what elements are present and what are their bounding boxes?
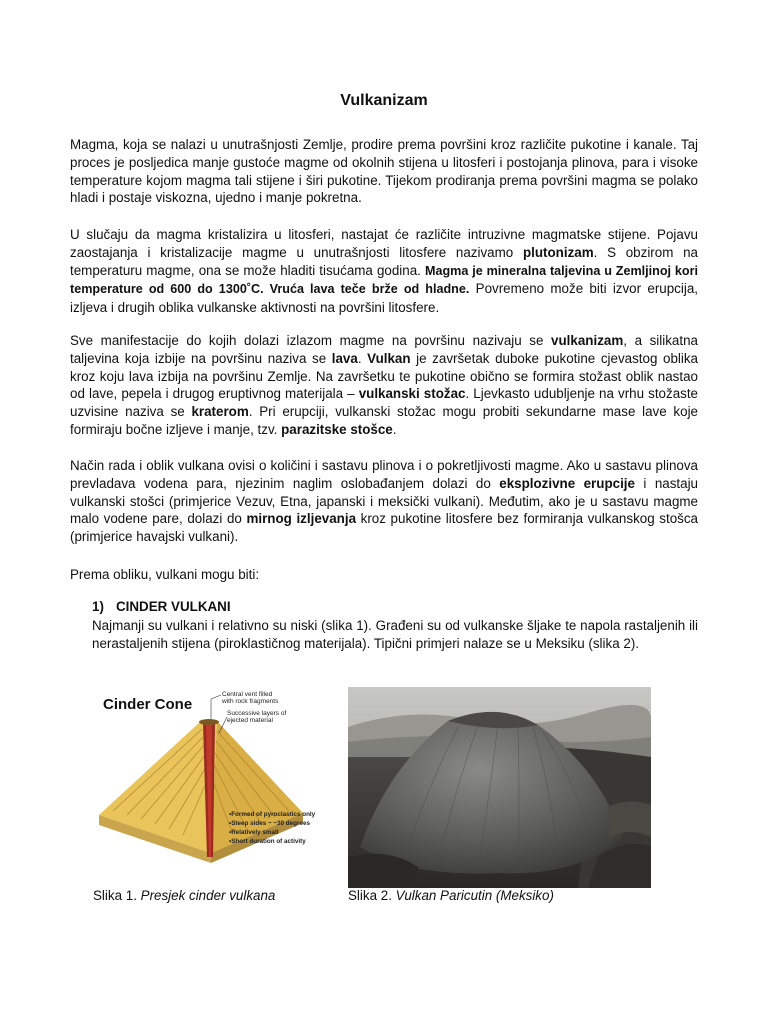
label-central-vent: Central vent filled [222,691,273,698]
term-vulkanizam: vulkanizam [551,333,624,348]
bullet-2: •Steep sides ~ ~30 degrees [229,820,310,827]
term-eksplozivne-erupcije: eksplozivne erupcije [499,475,635,491]
diagram-heading: Cinder Cone [103,696,193,713]
label-successive-layers-2: ejected material [227,717,273,724]
text: . Ljevkasto udubljenje na vrhu stožaste uzvisine naziva se [70,386,699,420]
paragraph-list-intro: Prema obliku, vulkani mogu biti: [70,567,260,582]
bullet-4: •Short duration of activity [229,838,306,845]
term-krater: kraterom [191,404,249,420]
text: . Pri erupciji, vulkanski stožac mogu probiti sekundarne mase lave koje formiraju bočne izljeve i manje, tzv. [70,404,698,437]
term-vulkanski-stozac: vulkanski stožac [358,386,466,402]
section-heading-cinder [92,599,231,614]
text: kroz pukotine litosfere bez formiranja vulkanskog stošca (primjerice havajski vulkani). [70,511,698,545]
term-lava: lava [331,350,358,366]
caption-prefix: Slika 2. [348,888,396,903]
cinder-cone-illustration [93,685,318,867]
term-parazitski-stosci: parazitske stošce [281,421,393,437]
figure-paricutin-photo [348,687,651,888]
caption-italic: Vulkan Paricutin (Meksiko) [395,888,554,903]
text: . [357,350,368,366]
text: Povremeno može biti izvor erupcija, izljeva i drugih oblika vulkanske aktivnosti na površini litosfere. [70,281,698,316]
label-central-vent-2: with rock fragments [222,698,279,705]
text: U slučaju da magma kristalizira u litosferi, nastajat će različite intruzivne magmatske stijene. Pojavu zaostajanja i kristalizacije magme u unutrašnjosti litosfere nazivamo [70,227,698,260]
paragraph-vulkanizam [70,332,698,439]
caption-figure-1 [93,888,275,903]
paragraph-eruption-types [70,457,698,546]
section-number: 1) [92,599,104,614]
volcano-photo-illustration [348,687,651,888]
bullet-1: •Formed of pyroclastics only [229,811,316,818]
caption-prefix: Slika 1. [93,888,141,903]
paragraph-cinder: Najmanji su vulkani i relativno su niski (slika 1). Građeni su od vulkanske šljake te napola rastaljenih ili nerastaljenih stijena (piroklastičnog materijala). Tipični primjeri nalaze se u Meksiku (slika 2). [92,618,698,651]
paragraph-intro: Magma, koja se nalazi u unutrašnjosti Zemlje, prodire prema površini kroz različite pukotine i kanale. Taj proces je posljedica manje gustoće magme od okolnih stijena u litosferi i postojanja plinova, para i visoke temperature kojom magma tali stijene i širi pukotine. Tijekom prodiranja prema površini magma se polako hladi i postaje viskozna, ujedno i manje pokretna. [70,137,698,206]
page-title: Vulkanizam [340,92,428,109]
text: Način rada i oblik vulkana ovisi o količini i sastavu plinova i o pokretljivosti magme. Ako u sastavu plinova prevladava vodena para, njezinim naglim oslobađanjem dolazi do [70,458,698,491]
magma-definition: Magma je mineralna taljevina u Zemljinoj kori temperature od 600 do 1300˚C. Vruća lava teče brže od hladne. [70,263,698,297]
term-mirno-izljevanje: mirnog izljevanja [246,511,357,527]
text: . [392,421,397,437]
figure-cinder-cone-diagram [93,685,318,867]
text: je završetak duboke pukotine cjevastog oblika kroz koju lava izbija na površinu Zemlje. Na završetku te pukotine obično se formira stožast oblik nastao od lave, pepela i drugog eruptivnog materijala – [70,350,698,402]
term-plutonizam: plutonizam [522,244,594,260]
bullet-3: •Relatively small [229,829,279,836]
text: . S obzirom na temperaturu magme, ona se može hladiti tisućama godina. [70,244,698,278]
term-vulkan: Vulkan [367,350,411,366]
text: i nastaju vulkanski stošci (primjerice Vezuv, Etna, japanski i meksički vulkani). Međutim, ako je u sastavu magme malo vodene pare, dolazi do [70,475,698,527]
text: , a silikatna taljevina koja izbije na površinu naziva se [70,333,698,366]
label-successive-layers: Successive layers of [227,710,287,717]
section-title: CINDER VULKANI [116,599,231,614]
caption-italic: Presjek cinder vulkana [140,888,276,903]
paragraph-plutonism [70,226,698,317]
text: Sve manifestacije do kojih dolazi izlazom magme na površinu nazivaju se [70,333,552,348]
caption-figure-2 [348,888,554,903]
